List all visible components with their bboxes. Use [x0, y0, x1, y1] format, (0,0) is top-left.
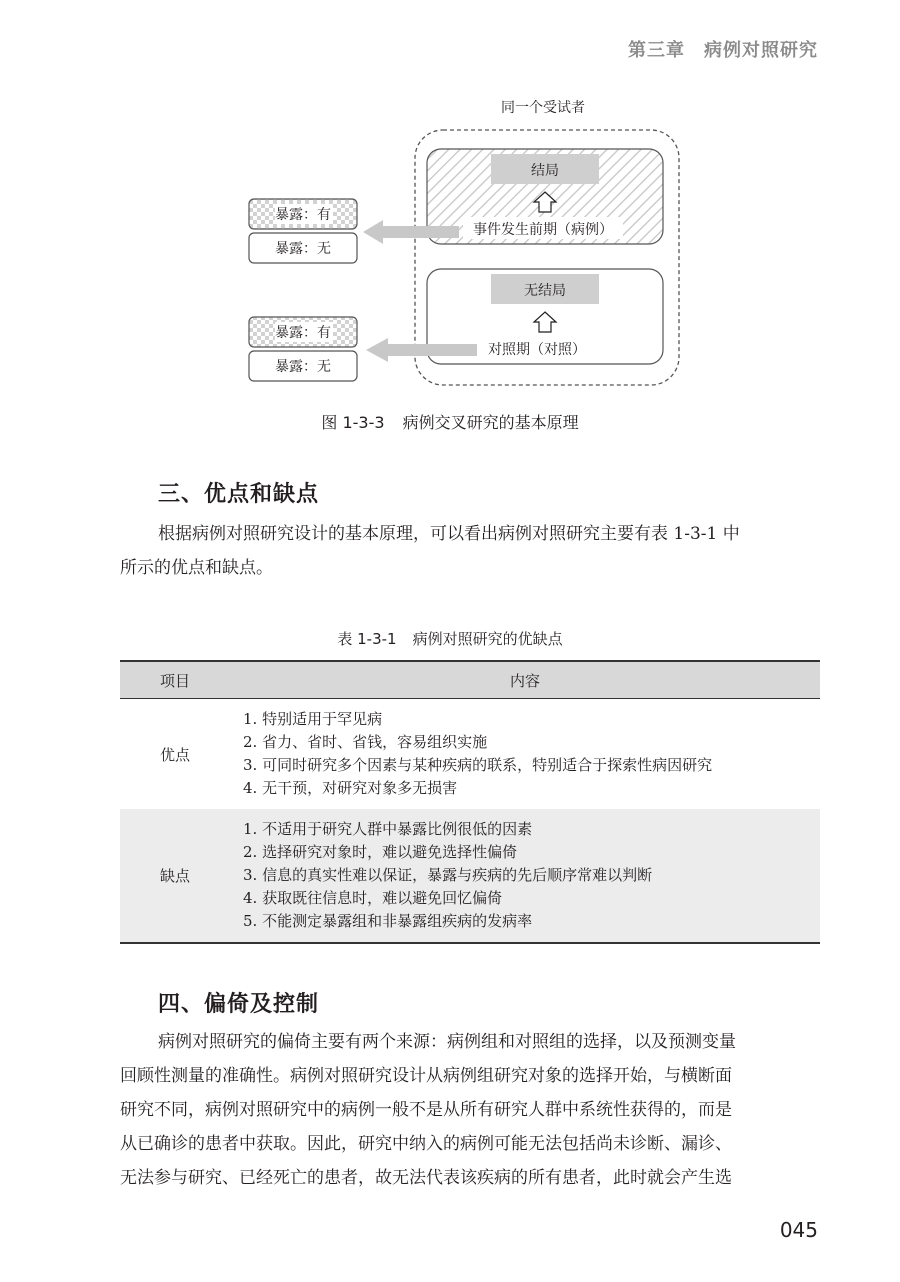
item-list — [231, 810, 819, 941]
exposure-yes-label: 暴露：有 — [275, 325, 331, 341]
table-title-text: 病例对照研究的优缺点 — [412, 630, 563, 648]
figure-caption-number: 图 1-3-3 — [321, 413, 385, 432]
section-heading-3: 三、优点和缺点 — [158, 482, 320, 507]
table-header-content: 内容 — [230, 661, 820, 699]
section3-paragraph — [120, 517, 820, 585]
table-header-item: 项目 — [120, 661, 230, 699]
table-row — [120, 809, 820, 943]
figure-diagram — [245, 92, 685, 392]
paragraph-line: 无法参与研究、已经死亡的患者，故无法代表该疾病的所有患者，此时就会产生选 — [120, 1168, 732, 1188]
paragraph-line: 病例对照研究的偏倚主要有两个来源：病例组和对照组的选择，以及预测变量 — [158, 1032, 736, 1052]
section4-paragraph — [120, 1025, 820, 1195]
exposure-yes-label: 暴露：有 — [275, 207, 331, 223]
no-outcome-label: 无结局 — [524, 283, 566, 299]
figure-caption-text: 病例交叉研究的基本原理 — [402, 413, 579, 432]
section-heading-4: 四、偏倚及控制 — [158, 992, 320, 1017]
list-item: 2. 选择研究对象时，难以避免选择性偏倚 — [243, 843, 518, 861]
paragraph-line: 根据病例对照研究设计的基本原理，可以看出病例对照研究主要有表 1-3-1 中 — [158, 524, 740, 544]
page-number: 045 — [779, 1218, 818, 1242]
table-title-number: 表 1-3-1 — [337, 630, 397, 648]
paragraph-line: 研究不同，病例对照研究中的病例一般不是从所有研究人群中系统性获得的，而是 — [120, 1100, 732, 1120]
pros-cons-table — [120, 660, 820, 944]
list-item: 3. 可同时研究多个因素与某种疾病的联系，特别适合于探索性病因研究 — [243, 756, 713, 774]
figure-caption — [0, 410, 900, 433]
list-item: 1. 特别适用于罕见病 — [243, 710, 383, 728]
table-row — [120, 699, 820, 810]
list-item: 4. 获取既往信息时，难以避免回忆偏倚 — [243, 889, 503, 907]
figure-case-crossover — [245, 92, 685, 392]
paragraph-line: 从已确诊的患者中获取。因此，研究中纳入的病例可能无法包括尚未诊断、漏诊、 — [120, 1134, 732, 1154]
list-item: 3. 信息的真实性难以保证，暴露与疾病的先后顺序常难以判断 — [243, 866, 653, 884]
row-content — [230, 809, 820, 943]
running-head: 第三章 病例对照研究 — [628, 40, 818, 61]
row-content — [230, 699, 820, 810]
row-label: 缺点 — [120, 809, 230, 943]
table-header-row — [120, 661, 820, 699]
paragraph-line: 所示的优点和缺点。 — [120, 558, 273, 578]
subject-label: 同一个受试者 — [501, 100, 585, 116]
exposure-no-label: 暴露：无 — [275, 241, 331, 257]
paragraph-line: 回顾性测量的准确性。病例对照研究设计从病例组研究对象的选择开始，与横断面 — [120, 1066, 732, 1086]
outcome-label: 结局 — [531, 163, 559, 179]
table-title — [0, 628, 900, 649]
list-item: 2. 省力、省时、省钱，容易组织实施 — [243, 733, 488, 751]
row-label: 优点 — [159, 745, 190, 764]
exposure-no-label: 暴露：无 — [275, 359, 331, 375]
case-period-label: 事件发生前期（病例） — [473, 222, 613, 238]
list-item: 1. 不适用于研究人群中暴露比例很低的因素 — [243, 820, 533, 838]
list-item: 5. 不能测定暴露组和非暴露组疾病的发病率 — [243, 912, 533, 930]
item-list — [231, 700, 819, 808]
list-item: 4. 无干预，对研究对象多无损害 — [243, 779, 458, 797]
control-period-label: 对照期（对照） — [488, 342, 586, 358]
